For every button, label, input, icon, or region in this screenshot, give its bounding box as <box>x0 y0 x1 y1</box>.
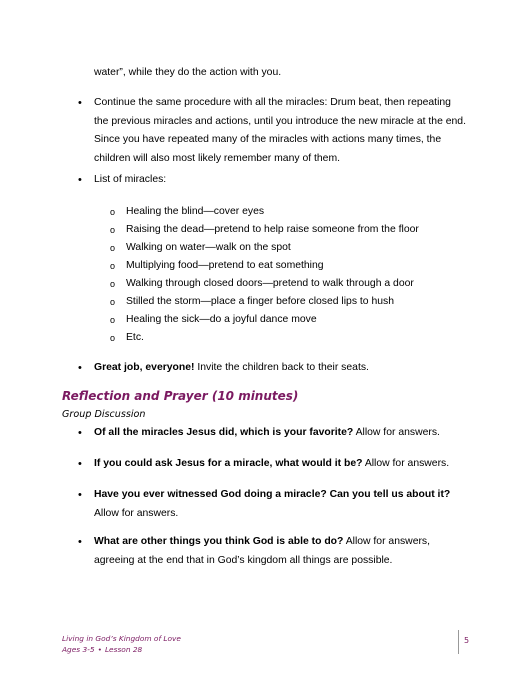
bullet-dot: • <box>78 97 82 109</box>
sub-bullet: o <box>110 279 116 289</box>
bullet-dot: • <box>78 489 82 501</box>
sub-bullet: o <box>110 315 116 325</box>
sub-bullet: o <box>110 333 116 343</box>
bullet-item <box>78 171 468 190</box>
bullet-bold-text: Great job, everyone! <box>94 362 195 373</box>
continuation-text: water”, while they do the action with you. <box>94 67 282 78</box>
bullet-text: List of miracles: <box>94 174 167 185</box>
discussion-question <box>78 424 468 443</box>
question-instruction: Allow for answers. <box>94 507 179 519</box>
bullet-text: Continue the same procedure with all the miracles: Drum beat, then repeating the previous miracles and actions, until you introduce the new miracle at the end. Since you have repeated many of the miracles with actions many times, the children will also most likely remember many of them. <box>94 97 466 164</box>
question-instruction: Allow for answers, agreeing at the end that in God’s kingdom all things are possible. <box>94 536 431 566</box>
sub-bullet: o <box>110 261 116 271</box>
footer-lesson-info: Ages 3-5 • Lesson 28 <box>62 645 143 654</box>
footer-title: Living in God’s Kingdom of Love <box>62 634 181 643</box>
discussion-question <box>78 455 468 474</box>
sub-bullet: o <box>110 243 116 253</box>
page-footer <box>62 633 181 655</box>
bullet-item <box>78 359 468 378</box>
bullet-dot: • <box>78 362 82 374</box>
section-subheading: Group Discussion <box>62 409 146 420</box>
bullet-item <box>78 94 468 168</box>
sub-bullet: o <box>110 207 116 217</box>
discussion-question <box>78 533 468 570</box>
question-instruction: Allow for answers. <box>362 458 450 469</box>
document-page: water”, while they do the action with you. • Continue the same procedure with all the miracles: Drum beat, then repeating the previous miracles and actions, until you introduce the new miracle at the end. Since you have repeated many of the miracles with actions many times, the children will also most likely remember many of them. • List of miracles: o Healing the blind—cover eyes o Raising the dead—pretend to help raise someone from the floor o Walking on water—walk on the spot o Multiplying food—pretend to eat something o Walking through closed doors—pretend to walk through a door o Stilled the storm—place a finger before closed lips to hush o Healing the sick—do a joyful dance move o Etc. • Great job, everyone! Invite the children back to their seats. Reflection and Prayer (10 minutes) Group Discussion • Of all the miracles Jesus did, which is your favorite? Allow for answers. • If you could ask Jesus for a miracle, what would it be? Allow for answers. • Have you ever witnessed God doing a miracle? Can you tell us about it? Allow for answers. • What are other things you think God is able to do? Allow for answers, agreeing at the end that in God’s kingdom all things are possible. Living in God’s Kingdom of Love Ages 3-5 • Lesson 28 5 <box>0 0 532 688</box>
bullet-dot: • <box>78 427 82 439</box>
question-text: If you could ask Jesus for a miracle, what would it be? <box>94 458 363 469</box>
bullet-dot: • <box>78 536 82 548</box>
bullet-dot: • <box>78 458 82 470</box>
sub-bullet: o <box>110 297 116 307</box>
section-heading: Reflection and Prayer (10 minutes) <box>62 389 299 403</box>
discussion-question <box>78 486 468 523</box>
bullet-text: Invite the children back to their seats. <box>194 362 369 373</box>
sub-bullet: o <box>110 225 116 235</box>
question-text: What are other things you think God is able to do? <box>94 536 344 547</box>
question-text: Of all the miracles Jesus did, which is your favorite? <box>94 427 354 438</box>
footer-divider <box>458 630 459 654</box>
bullet-dot: • <box>78 174 82 186</box>
question-text: Have you ever witnessed God doing a miracle? Can you tell us about it? <box>94 489 451 500</box>
page-number: 5 <box>464 636 470 645</box>
question-instruction: Allow for answers. <box>353 427 440 438</box>
